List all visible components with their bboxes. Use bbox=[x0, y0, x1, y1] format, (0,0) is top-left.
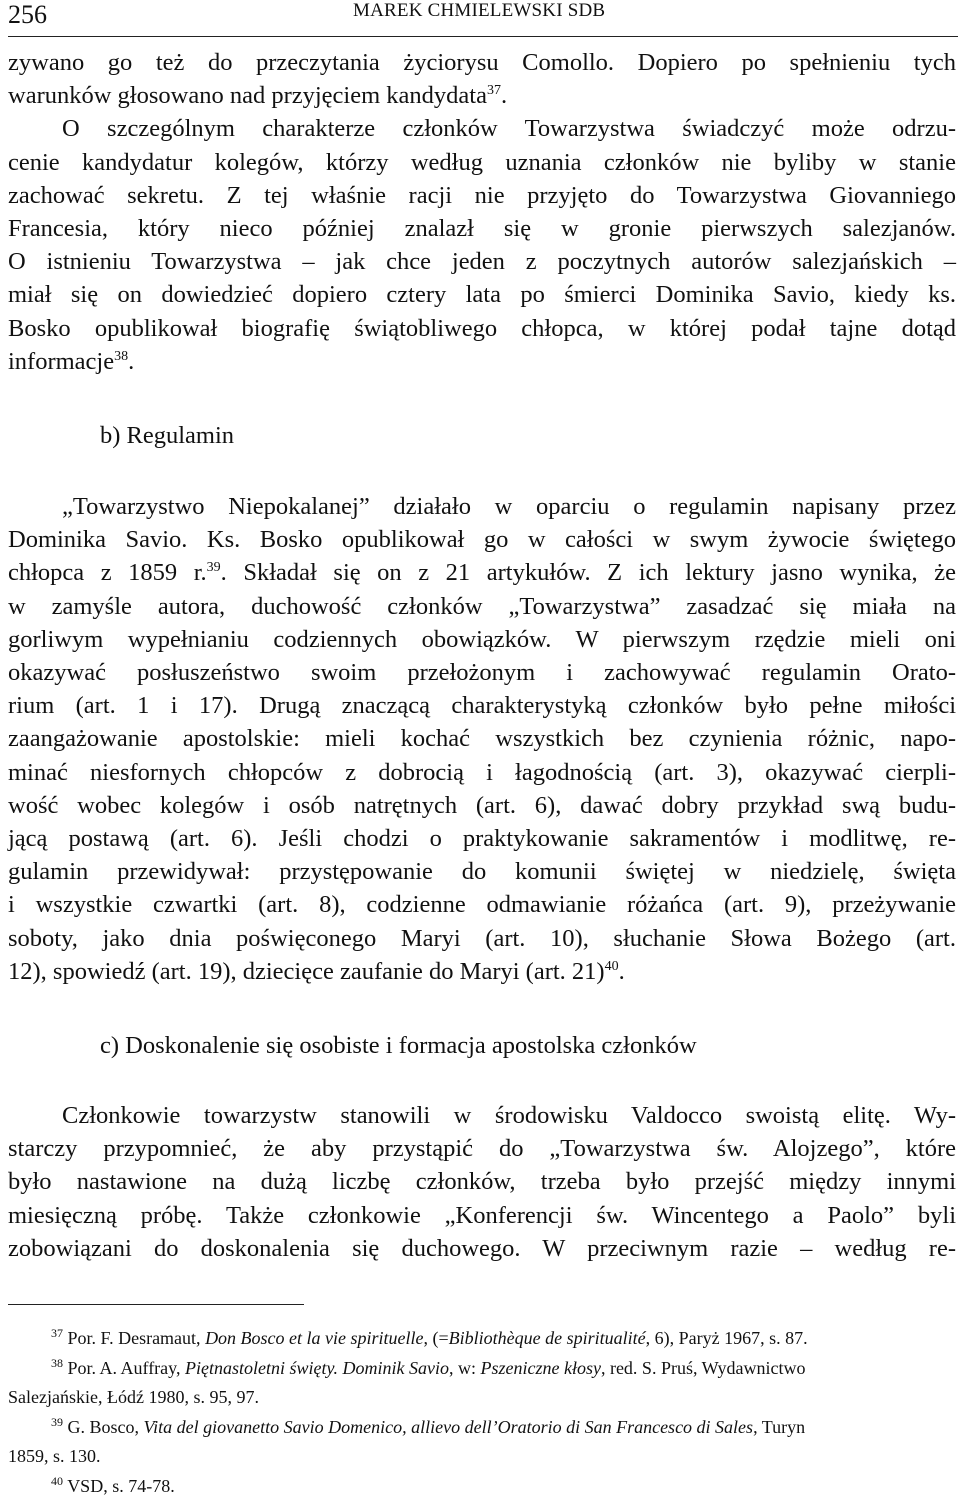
text-line: zobowiązani do doskonalenia się duchowego. W przeciwnym razie – według re- bbox=[8, 1232, 956, 1265]
text-line: rium (art. 1 i 17). Drugą znaczącą charakterystyką członków było pełne miłości bbox=[8, 689, 956, 722]
text-line: miał się on dowiedzieć dopiero cztery lata po śmierci Dominika Savio, kiedy ks. bbox=[8, 278, 956, 311]
text-line: „Towarzystwo Niepokalanej” działało w oparciu o regulamin napisany przez bbox=[8, 490, 956, 523]
text-line: O szczególnym charakterze członków Towarzystwa świadczyć może odrzu- bbox=[8, 112, 956, 145]
text-line: informacje$^{38}$. bbox=[8, 345, 956, 378]
paragraph-3 bbox=[8, 1099, 956, 1265]
text-line: gulamin przewidywał: przystępowanie do komunii świętej w niedzielę, święta bbox=[8, 855, 956, 888]
footnotes bbox=[8, 1324, 956, 1501]
footnote-38-cont: Salezjańskie, Łódź 1980, s. 95, 97. bbox=[8, 1383, 956, 1413]
page-header bbox=[8, 0, 958, 37]
running-head: MAREK CHMIELEWSKI SDB bbox=[353, 0, 605, 22]
text-line: zachować sekretu. Z tej właśnie racji nie przyjęto do Towarzystwa Giovanniego bbox=[8, 179, 956, 212]
section-heading-c: c) Doskonalenie się osobiste i formacja apostolska członków bbox=[100, 1032, 697, 1060]
text-line: cenie kandydatur kolegów, którzy według uznania członków nie byliby w stanie bbox=[8, 146, 956, 179]
text-line: 12), spowiedź (art. 19), dziecięce zaufanie do Maryi (art. 21)$^{40}$. bbox=[8, 955, 956, 988]
section-heading-b: b) Regulamin bbox=[100, 422, 234, 450]
text-line: Członkowie towarzystw stanowili w środowisku Valdocco swoistą elitę. Wy- bbox=[8, 1099, 956, 1132]
text-line: miesięczną próbę. Także członkowie „Konferencji św. Wincentego a Paolo” byli bbox=[8, 1199, 956, 1232]
text-line: Francesia, który nieco później znalazł się w gronie pierwszych salezjanów. bbox=[8, 212, 956, 245]
footnote-39-cont: 1859, s. 130. bbox=[8, 1442, 956, 1472]
text-line: warunków głosowano nad przyjęciem kandydata$^{37}$. bbox=[8, 79, 956, 112]
text-line: soboty, jako dnia poświęconego Maryi (art. 10), słuchanie Słowa Bożego (art. bbox=[8, 922, 956, 955]
page-number: 256 bbox=[8, 0, 47, 30]
text-line: zywano go też do przeczytania życiorysu Comollo. Dopiero po spełnieniu tych bbox=[8, 46, 956, 79]
text-line: i wszystkie czwartki (art. 8), codzienne odmawianie różańca (art. 9), przeżywanie bbox=[8, 888, 956, 921]
text-line: Dominika Savio. Ks. Bosko opublikował go w całości w swym żywocie świętego bbox=[8, 523, 956, 556]
text-line: Bosko opublikował biografię świątobliwego chłopca, w której podał tajne dotąd bbox=[8, 312, 956, 345]
text-line: zaangażowanie apostolskie: mieli kochać wszystkich bez czynienia różnic, napo- bbox=[8, 722, 956, 755]
footnote-40: $^{40}$ VSD, s. 74-78. bbox=[8, 1472, 956, 1501]
text-line: było nastawione na dużą liczbę członków, trzeba było przejść między innymi bbox=[8, 1165, 956, 1198]
footnote-39: $^{39}$ G. Bosco, Vita del giovanetto Savio Domenico, allievo dell’Oratorio di San Francesco di Sales, Turyn bbox=[8, 1413, 956, 1443]
text-line: gorliwym wypełnianiu codziennych obowiązków. W pierwszym rzędzie mieli oni bbox=[8, 623, 956, 656]
footnote-ref-37: 37 bbox=[487, 83, 501, 98]
text-line: okazywać posłuszeństwo swoim przełożonym i zachowywać regulamin Orato- bbox=[8, 656, 956, 689]
footnote-ref-38: 38 bbox=[114, 349, 128, 364]
text-line: minać niesfornych chłopców z dobrocią i łagodnością (art. 3), okazywać cierpli- bbox=[8, 756, 956, 789]
paragraph-2 bbox=[8, 490, 956, 988]
text-line: chłopca z 1859 r.$^{39}$. Składał się on z 21 artykułów. Z ich lektury jasno wynika, że bbox=[8, 556, 956, 589]
footnote-divider bbox=[8, 1304, 304, 1305]
footnote-37: $^{37}$ Por. F. Desramaut, Don Bosco et la vie spirituelle, (=Bibliothèque de spiritualité, 6), Paryż 1967, s. 87. bbox=[8, 1324, 956, 1354]
paragraph-1 bbox=[8, 46, 956, 378]
footnote-ref-39: 39 bbox=[207, 560, 221, 575]
text-line: starczy przypomnieć, że aby przystąpić do „Towarzystwa św. Alojzego”, które bbox=[8, 1132, 956, 1165]
text-line: wość wobec kolegów i osób natrętnych (art. 6), dawać dobry przykład swą budu- bbox=[8, 789, 956, 822]
text-line: jącą postawą (art. 6). Jeśli chodzi o praktykowanie sakramentów i modlitwę, re- bbox=[8, 822, 956, 855]
text-line: O istnieniu Towarzystwa – jak chce jeden z poczytnych autorów salezjańskich – bbox=[8, 245, 956, 278]
footnote-ref-40: 40 bbox=[605, 959, 619, 974]
text-line: w zamyśle autora, duchowość członków „Towarzystwa” zasadzać się miała na bbox=[8, 590, 956, 623]
footnote-38: $^{38}$ Por. A. Auffray, Piętnastoletni święty. Dominik Savio, w: Pszeniczne kłosy, red. S. Pruś, Wydawnictwo bbox=[8, 1354, 956, 1384]
